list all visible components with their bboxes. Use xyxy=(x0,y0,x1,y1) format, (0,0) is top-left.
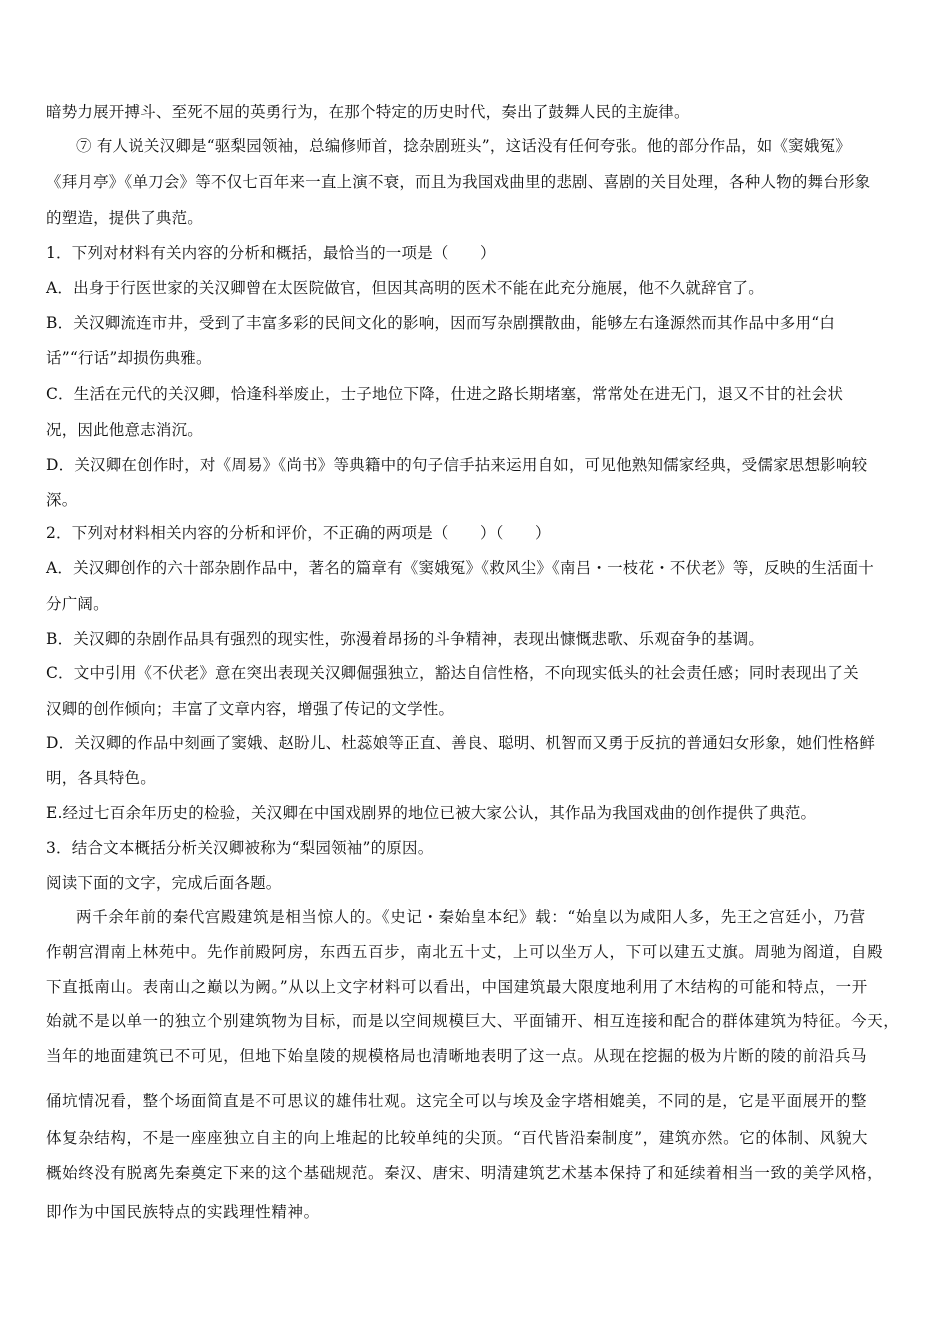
option-1c: C．生活在元代的关汉卿，恰逢科举废止，士子地位下降，仕进之路长期堵塞，常常处在进无门，退又不甘的社会状 xyxy=(46,385,844,403)
section-instruction: 阅读下面的文字，完成后面各题。 xyxy=(46,874,282,892)
text-line: 暗势力展开搏斗、至死不屈的英勇行为，在那个特定的历史时代，奏出了鼓舞人民的主旋律。 xyxy=(46,103,690,121)
passage-line: 当年的地面建筑已不可见，但地下始皇陵的规模格局也清晰地表明了这一点。从现在挖掘的极为片断的陵的前沿兵马 xyxy=(46,1047,868,1065)
passage-line: 两千余年前的秦代宫殿建筑是相当惊人的。《史记・秦始皇本纪》载：“始皇以为咸阳人多，先王之宫廷小，乃营 xyxy=(76,908,866,926)
option-1b: B．关汉卿流连市井，受到了丰富多彩的民间文化的影响，因而写杂剧撰散曲，能够左右逢源然而其作品中多用“白 xyxy=(46,314,836,332)
option-2d: D．关汉卿的作品中刻画了窦娥、赵盼儿、杜蕊娘等正直、善良、聪明、机智而又勇于反抗的普通妇女形象，她们性格鲜 xyxy=(46,734,876,752)
question-3: 3．结合文本概括分析关汉卿被称为“梨园领袖”的原因。 xyxy=(46,839,434,857)
passage-line: 体复杂结构，不是一座座独立自主的向上堆起的比较单纯的尖顶。“百代皆沿秦制度”，建筑亦然。它的体制、风貌大 xyxy=(46,1129,869,1147)
option-2e: E.经过七百余年历史的检验，关汉卿在中国戏剧界的地位已被大家公认，其作品为我国戏曲的创作提供了典范。 xyxy=(46,804,817,822)
question-2: 2．下列对材料相关内容的分析和评价，不正确的两项是（ ）（ ） xyxy=(46,524,551,542)
text-line: 深。 xyxy=(46,491,78,509)
passage-line: 作朝宫渭南上林苑中。先作前殿阿房，东西五百步，南北五十丈，上可以坐万人，下可以建五丈旗。周驰为阁道，自殿 xyxy=(46,943,884,961)
text-line: 的塑造，提供了典范。 xyxy=(46,209,204,227)
option-2a: A．关汉卿创作的六十部杂剧作品中，著名的篇章有《窦娥冤》《救风尘》《南吕・一枝花・不伏老》等，反映的生活面十 xyxy=(46,559,874,577)
text-line: 况，因此他意志消沉。 xyxy=(46,421,204,439)
question-1: 1．下列对材料有关内容的分析和概括，最恰当的一项是（ ） xyxy=(46,244,496,262)
option-2b: B．关汉卿的杂剧作品具有强烈的现实性，弥漫着昂扬的斗争精神，表现出慷慨悲歌、乐观奋争的基调。 xyxy=(46,630,765,648)
text-line: 汉卿的创作倾向；丰富了文章内容，增强了传记的文学性。 xyxy=(46,700,455,718)
text-line: ⑦ 有人说关汉卿是“驱梨园领袖，总编修师首，捻杂剧班头”，这话没有任何夸张。他的部分作品，如《窦娥冤》 xyxy=(76,137,851,155)
text-line: 话”“行话”却损伤典雅。 xyxy=(46,349,212,367)
option-1a: A．出身于行医世家的关汉卿曾在太医院做官，但因其高明的医术不能在此充分施展，他不久就辞官了。 xyxy=(46,279,764,297)
passage-line: 概始终没有脱离先秦奠定下来的这个基础规范。秦汉、唐宋、明清建筑艺术基本保持了和延续着相当一致的美学风格， xyxy=(46,1164,884,1182)
passage-line: 始就不是以单一的独立个别建筑物为目标，而是以空间规模巨大、平面铺开、相互连接和配合的群体建筑为特征。今天， xyxy=(46,1012,900,1030)
passage-line: 下直抵南山。表南山之巅以为阙。”从以上文字材料可以看出，中国建筑最大限度地利用了木结构的可能和特点，一开 xyxy=(46,978,868,996)
option-2c: C．文中引用《不伏老》意在突出表现关汉卿倔强独立，豁达自信性格，不向现实低头的社会责任感；同时表现出了关 xyxy=(46,664,859,682)
passage-line: 即作为中国民族特点的实践理性精神。 xyxy=(46,1203,320,1221)
text-line: 《拜月亭》《单刀会》等不仅七百年来一直上演不衰，而且为我国戏曲里的悲剧、喜剧的关目处理，各种人物的舞台形象 xyxy=(46,173,871,191)
passage-line: 俑坑情况看，整个场面简直是不可思议的雄伟壮观。这完全可以与埃及金字塔相媲美，不同的是，它是平面展开的整 xyxy=(46,1092,868,1110)
option-1d: D．关汉卿在创作时，对《周易》《尚书》等典籍中的句子信手拈来运用自如，可见他熟知儒家经典，受儒家思想影响较 xyxy=(46,456,868,474)
text-line: 分广阔。 xyxy=(46,595,109,613)
text-line: 明，各具特色。 xyxy=(46,769,156,787)
